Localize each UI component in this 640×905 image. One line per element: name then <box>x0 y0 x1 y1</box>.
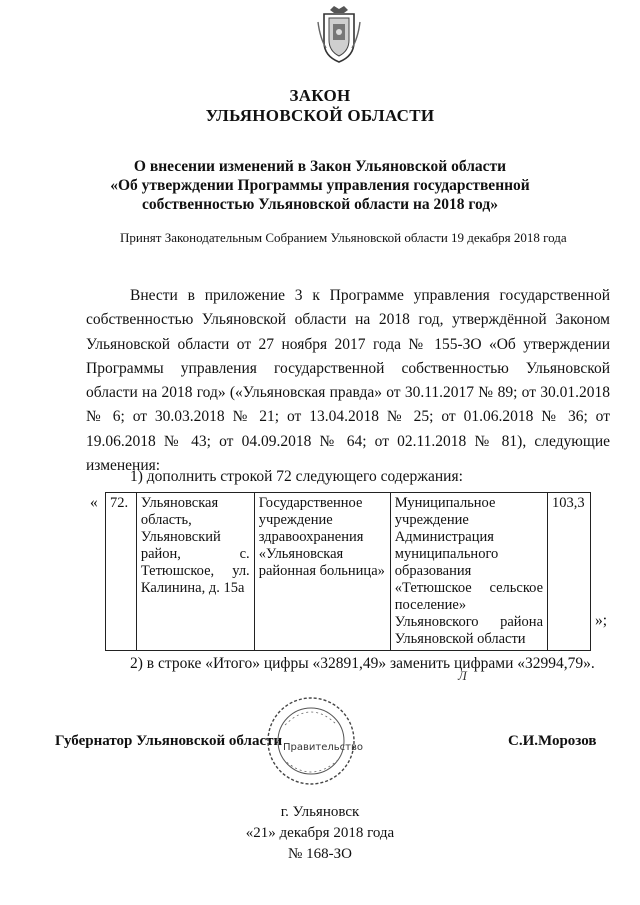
law-title: ЗАКОН <box>289 86 351 105</box>
amendment-table <box>105 492 591 651</box>
subtitle-line-3: собственностью Ульяновской области на 2018 год» <box>142 196 498 213</box>
coat-of-arms-icon <box>316 4 362 66</box>
recipient: Муниципальное учреждение Администрация муниципального образования «Тетюшское сельское поселение» Ульяновского района Ульяновской области <box>390 493 547 651</box>
subtitle-line-1: О внесении изменений в Закон Ульяновской области <box>133 158 507 175</box>
amendment-item-1: 1) дополнить строкой 72 следующего содержания: <box>130 468 463 485</box>
object-address: Ульяновская область, Ульяновский район, с. Тетюшское, ул. Калинина, д. 15а <box>136 493 254 651</box>
subtitle-line-2: «Об утверждении Программы управления государственной <box>110 177 530 194</box>
stamp-text: Правительство <box>283 742 363 753</box>
handwritten-mark: Л <box>458 668 467 683</box>
area-value: 103,3 <box>548 493 591 651</box>
close-quote: »; <box>595 612 608 629</box>
signatory-position: Губернатор Ульяновской области <box>55 733 283 749</box>
seal-stamp-icon <box>265 695 357 787</box>
signatory-name: С.И.Морозов <box>508 733 597 749</box>
city: г. Ульяновск <box>280 804 360 820</box>
accepted-date: Принят Законодательным Собранием Ульяновской области 19 декабря 2018 года <box>120 230 567 245</box>
amendment-item-2: 2) в строке «Итого» цифры «32891,49» заменить цифрами «32994,79». <box>130 655 595 672</box>
table-row <box>106 493 591 651</box>
signing-date: «21» декабря 2018 года <box>245 825 395 841</box>
law-number: № 168-ЗО <box>288 846 352 862</box>
row-number: 72. <box>106 493 137 651</box>
open-quote: « <box>90 494 98 511</box>
region-title: УЛЬЯНОВСКОЙ ОБЛАСТИ <box>205 106 435 125</box>
current-holder: Государственное учреждение здравоохранения «Ульяновская районная больница» <box>254 493 390 651</box>
main-paragraph: Внести в приложение 3 к Программе управления государственной собственностью Ульяновской области на 2018 год, утверждённой Законом Ульяновской области от 27 ноября 2017 года № 155-ЗО «Об утверждении Программы управления государственной собственностью Ульяновской области на 2018 год» («Ульяновская правда» от 30.11.2017 № 89; от 30.01.2018 № 6; от 30.03.2018 № 21; от 13.04.2018 № 25; от 01.06.2018 № 36; от 19.06.2018 № 43; от 04.09.2018 № 64; от 02.11.2018 № 81), следующие изменения: <box>86 287 610 475</box>
